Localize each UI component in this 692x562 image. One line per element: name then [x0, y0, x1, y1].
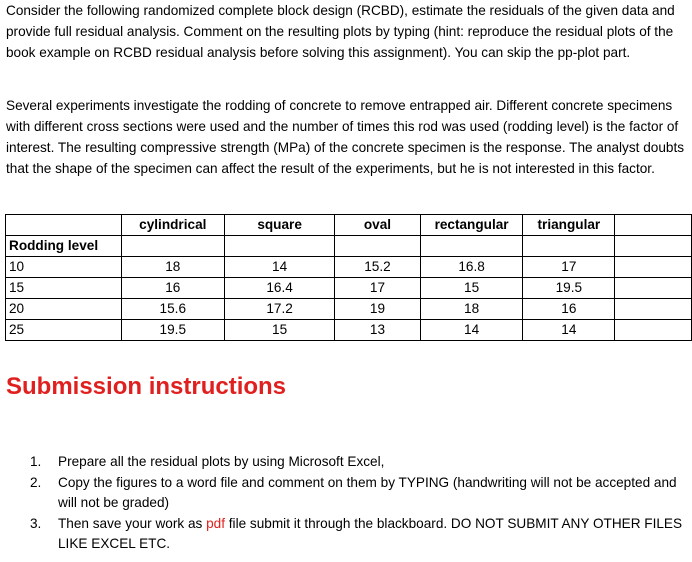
list-marker: 1.: [30, 454, 42, 469]
table-column-header-row: [6, 215, 692, 236]
table-cell: 19: [335, 299, 421, 320]
table-empty-cell: [615, 299, 692, 320]
list-marker: 2.: [30, 474, 42, 490]
intro-paragraph-1: Consider the following randomized complete block design (RCBD), estimate the residuals of the given data and provide full residual analysis. Comment on the resulting plots by typing (hint: reproduce the residual plots of the book example on RCBD residual analysis before solving this assignment). You can skip the pp-plot part.: [6, 3, 675, 60]
table-cell: 14: [420, 320, 523, 341]
table-cell: 14: [523, 320, 615, 341]
table-cell: 18: [420, 299, 523, 320]
column-header: cylindrical: [121, 215, 224, 236]
table-empty-cell: [615, 278, 692, 299]
rodding-level-cell: 10: [6, 257, 122, 278]
table-cell: 16: [121, 278, 224, 299]
table-empty-cell: [420, 236, 523, 257]
table-cell: 19.5: [523, 278, 615, 299]
table-row: [6, 299, 692, 320]
list-item-text: Prepare all the residual plots by using Microsoft Excel,: [58, 454, 385, 469]
column-header: rectangular: [420, 215, 523, 236]
table-empty-cell: [225, 236, 335, 257]
table-empty-cell: [121, 236, 224, 257]
rodding-level-cell: 25: [6, 320, 122, 341]
table-cell: 16: [523, 299, 615, 320]
column-header: square: [225, 215, 335, 236]
list-item: [30, 452, 688, 473]
table-cell: 15: [225, 320, 335, 341]
table-row: [6, 278, 692, 299]
table-cell: 13: [335, 320, 421, 341]
table-cell: 18: [121, 257, 224, 278]
table-row: [6, 257, 692, 278]
instructions-list: [30, 452, 688, 555]
list-item-text-after: file submit it through the blackboard. DO NOT SUBMIT ANY OTHER FILES LIKE EXCEL ETC.: [58, 515, 683, 551]
rodding-level-cell: 15: [6, 278, 122, 299]
table-empty-cell: [615, 320, 692, 341]
table-empty-cell: [523, 236, 615, 257]
table-cell: 15: [420, 278, 523, 299]
table-empty-cell: [335, 236, 421, 257]
table-corner-cell: [6, 215, 122, 236]
rodding-level-cell: 20: [6, 299, 122, 320]
table-row-header-row: [6, 236, 692, 257]
list-item: [30, 473, 688, 514]
table-row: [6, 320, 692, 341]
list-item-text: Copy the figures to a word file and comment on them by TYPING (handwriting will not be accepted and will not be graded): [58, 474, 677, 510]
table-empty-cell: [615, 257, 692, 278]
table-cell: 17: [335, 278, 421, 299]
list-item: [30, 514, 688, 555]
intro-paragraph-2: Several experiments investigate the rodding of concrete to remove entrapped air. Different concrete specimens with different cross sections were used and the number of times this rod was used (rodding level) is the factor of interest. The resulting compressive strength (MPa) of the concrete specimen is the response. The analyst doubts that the shape of the specimen can affect the result of the experiments, but he is not interested in this factor.: [6, 98, 685, 176]
list-marker: 3.: [30, 515, 42, 531]
table-cell: 15.2: [335, 257, 421, 278]
table-empty-cell: [615, 236, 692, 257]
row-header-label: Rodding level: [6, 236, 122, 257]
table-cell: 14: [225, 257, 335, 278]
list-item-text-before: Then save your work as: [58, 515, 207, 531]
table-cell: 16.8: [420, 257, 523, 278]
table-cell: 19.5: [121, 320, 224, 341]
submission-heading: Submission instructions: [6, 373, 287, 400]
pdf-highlight: pdf: [206, 515, 225, 531]
table-cell: 17.2: [225, 299, 335, 320]
table-cell: 17: [523, 257, 615, 278]
column-header: triangular: [523, 215, 615, 236]
column-header: oval: [335, 215, 421, 236]
data-table: [5, 214, 692, 341]
table-cell: 15.6: [121, 299, 224, 320]
table-empty-cell: [615, 215, 692, 236]
table-cell: 16.4: [225, 278, 335, 299]
